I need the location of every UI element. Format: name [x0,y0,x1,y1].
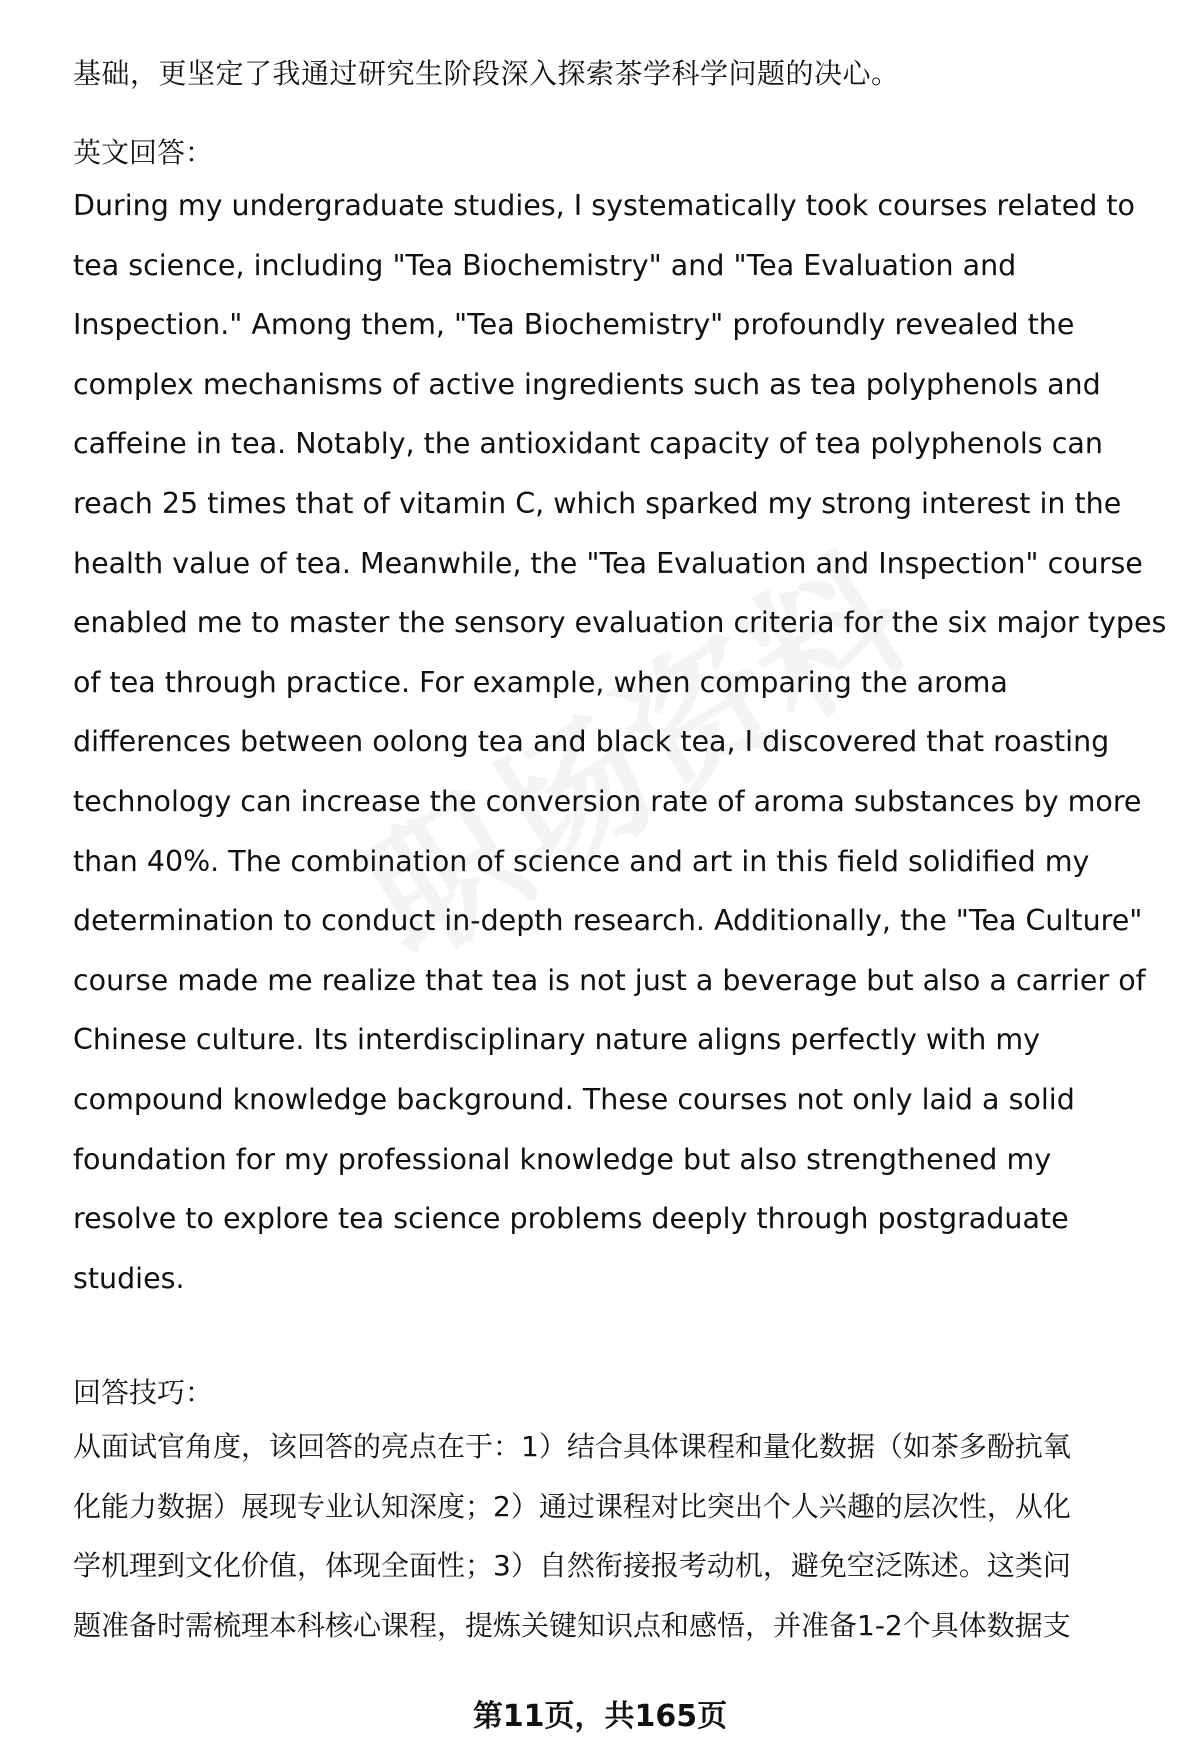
english-answer-line: resolve to explore tea science problems deeply through postgraduate [73,1202,1069,1236]
english-answer-line: health value of tea. Meanwhile, the "Tea Evaluation and Inspection" course [73,546,1143,580]
tips-line: 学机理到文化价值，体现全面性；3）自然衔接报考动机，避免空泛陈述。这类问 [73,1549,1071,1582]
english-answer-line: During my undergraduate studies, I systematically took courses related to [73,189,1135,222]
tips-label: 回答技巧： [73,1376,214,1409]
english-answer-line: technology can increase the conversion rate of aroma substances by more [73,784,1142,818]
english-answer-body [73,176,1167,1308]
english-answer-line: studies. [73,1261,185,1295]
tips-line: 化能力数据）展现专业认知深度；2）通过课程对比突出个人兴趣的层次性，从化 [73,1489,1071,1523]
english-answer-line: tea science, including "Tea Biochemistry" and "Tea Evaluation and [73,248,1017,282]
english-answer-line: reach 25 times that of vitamin C, which sparked my strong interest in the [73,486,1122,520]
english-answer-line: caffeine in tea. Notably, the antioxidant capacity of tea polyphenols can [73,427,1103,461]
english-answer-line: Inspection." Among them, "Tea Biochemistry" profoundly revealed the [73,308,1075,342]
english-answer-line: enabled me to master the sensory evaluation criteria for the six major types [73,606,1167,640]
english-answer-line: differences between oolong tea and black tea, I discovered that roasting [73,725,1110,759]
english-answer-line: Chinese culture. Its interdisciplinary nature aligns perfectly with my [73,1023,1041,1057]
english-answer-line: complex mechanisms of active ingredients such as tea polyphenols and [73,367,1101,401]
tips-line: 题准备时需梳理本科核心课程，提炼关键知识点和感悟，并准备1-2个具体数据支 [73,1608,1071,1642]
english-answer-line: of tea through practice. For example, when comparing the aroma [73,665,1008,699]
english-answer-line: than 40%. The combination of science and art in this field solidified my [73,844,1090,878]
english-answer-line: foundation for my professional knowledge but also strengthened my [73,1142,1052,1176]
tips-line: 从面试官角度，该回答的亮点在于：1）结合具体课程和量化数据（如茶多酚抗氧 [73,1430,1071,1463]
tips-body [73,1417,1163,1655]
english-answer-line: course made me realize that tea is not just a beverage but also a carrier of [73,963,1146,997]
english-answer-line: determination to conduct in-depth research. Additionally, the "Tea Culture" [73,904,1143,938]
english-answer-line: compound knowledge background. These courses not only laid a solid [73,1082,1075,1116]
intro-tail-text: 基础，更坚定了我通过研究生阶段深入探索茶学科学问题的决心。 [73,57,900,90]
page-footer: 第11页，共165页 [472,1699,728,1734]
english-answer-label: 英文回答： [73,136,214,169]
